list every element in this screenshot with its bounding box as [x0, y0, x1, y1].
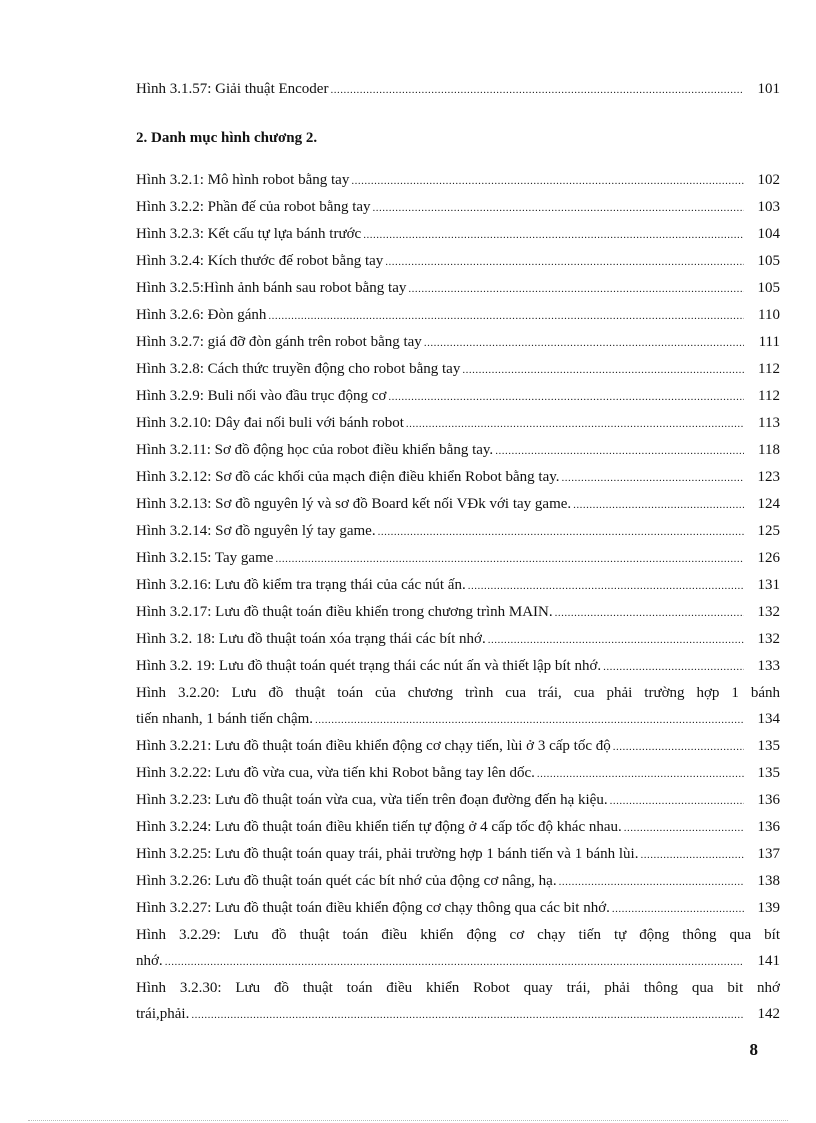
- toc-entry-label: Hình 3.2.7: giá đỡ đòn gánh trên robot bằng tay: [136, 334, 422, 350]
- toc-entry[interactable]: [136, 248, 780, 275]
- toc-entry-label: Hình 3.1.57: Giải thuật Encoder: [136, 81, 329, 97]
- toc-entry-label: Hình 3.2. 19: Lưu đồ thuật toán quét trạng thái các nút ấn và thiết lập bít nhớ.: [136, 658, 602, 674]
- toc-entry-page: 123: [757, 469, 780, 485]
- toc-entry-page: 112: [758, 388, 780, 404]
- dot-leader: [275, 546, 744, 572]
- toc-entry-page: 125: [757, 523, 780, 539]
- toc-entry-label: Hình 3.2.30: Lưu đồ thuật toán điều khiển Robot quay trái, phải thông qua bit nhớ: [136, 980, 780, 996]
- toc-entry-page: 103: [757, 199, 780, 215]
- toc-entry-label: Hình 3.2.10: Dây đai nối buli với bánh robot: [136, 415, 404, 431]
- dot-leader: [378, 519, 744, 545]
- toc-entry[interactable]: [136, 302, 780, 329]
- toc-entry-label: Hình 3.2.3: Kết cấu tự lựa bánh trước: [136, 226, 362, 242]
- toc-entry[interactable]: [136, 329, 780, 356]
- toc-entry[interactable]: [136, 572, 780, 599]
- toc-entry[interactable]: [136, 383, 780, 410]
- toc-entry[interactable]: [136, 599, 780, 626]
- dot-leader: [406, 411, 744, 437]
- toc-entry[interactable]: [136, 760, 780, 787]
- toc-entry-label-cont: nhớ.: [136, 953, 163, 969]
- dot-leader: [268, 303, 744, 329]
- list-of-figures: [136, 76, 780, 1028]
- toc-entry-label: Hình 3.2.5:Hình ảnh bánh sau robot bằng tay: [136, 280, 407, 296]
- toc-entry[interactable]: [136, 518, 780, 545]
- dot-leader: [573, 492, 744, 518]
- toc-entry-page: 139: [757, 900, 780, 916]
- toc-entry-page: 132: [757, 631, 780, 647]
- toc-entry-page: 102: [757, 172, 780, 188]
- toc-entry[interactable]: [136, 922, 780, 975]
- toc-entry[interactable]: [136, 275, 780, 302]
- toc-entry-page: 135: [757, 738, 780, 754]
- dot-leader: [613, 734, 744, 760]
- entries-list: [136, 167, 780, 1028]
- toc-entry-label: Hình 3.2.23: Lưu đồ thuật toán vừa cua, vừa tiến trên đoạn đường đến hạ kiệu.: [136, 792, 608, 808]
- toc-entry-page: 141: [757, 953, 780, 969]
- dot-leader: [562, 465, 744, 491]
- toc-entry-label: Hình 3.2.8: Cách thức truyền động cho robot bằng tay: [136, 361, 461, 377]
- dot-leader: [537, 761, 744, 787]
- dot-leader: [351, 168, 744, 194]
- dot-leader: [165, 949, 744, 975]
- toc-entry-label: Hình 3.2.15: Tay game: [136, 550, 274, 566]
- toc-entry-label: Hình 3.2.22: Lưu đồ vừa cua, vừa tiến khi Robot bằng tay lên dốc.: [136, 765, 535, 781]
- toc-entry-page: 105: [757, 253, 780, 269]
- toc-entry[interactable]: [136, 787, 780, 814]
- toc-entry[interactable]: [136, 410, 780, 437]
- dot-leader: [388, 384, 744, 410]
- toc-entry[interactable]: [136, 975, 780, 1028]
- toc-entry-label: Hình 3.2.14: Sơ đồ nguyên lý tay game.: [136, 523, 376, 539]
- toc-entry-label: Hình 3.2.6: Đòn gánh: [136, 307, 267, 323]
- toc-entry-label: Hình 3.2.9: Buli nối vào đầu trục động cơ: [136, 388, 387, 404]
- toc-entry-label: Hình 3.2.11: Sơ đồ động học của robot điều khiển bằng tay.: [136, 442, 494, 458]
- toc-entry-page: 126: [757, 550, 780, 566]
- toc-entry-label: Hình 3.2.16: Lưu đồ kiểm tra trạng thái của các nút ấn.: [136, 577, 466, 593]
- toc-entry[interactable]: [136, 491, 780, 518]
- dot-leader: [603, 654, 744, 680]
- toc-entry[interactable]: [136, 653, 780, 680]
- toc-entry[interactable]: [136, 221, 780, 248]
- toc-entry-label: Hình 3.2.17: Lưu đồ thuật toán điều khiển trong chương trình MAIN.: [136, 604, 553, 620]
- toc-entry-page: 111: [758, 334, 780, 350]
- toc-entry[interactable]: [136, 76, 780, 103]
- toc-entry[interactable]: [136, 868, 780, 895]
- dot-leader: [462, 357, 744, 383]
- toc-entry-page: 135: [757, 765, 780, 781]
- dot-leader: [191, 1002, 744, 1028]
- toc-entry-page: 136: [757, 792, 780, 808]
- toc-entry-page: 133: [757, 658, 780, 674]
- toc-entry-page: 132: [757, 604, 780, 620]
- toc-entry-page: 101: [757, 81, 780, 97]
- toc-entry-label: Hình 3.2.13: Sơ đồ nguyên lý và sơ đồ Board kết nối VĐk với tay game.: [136, 496, 572, 512]
- dot-leader: [488, 627, 744, 653]
- toc-entry-label: Hình 3.2.25: Lưu đồ thuật toán quay trái, phải trường hợp 1 bánh tiến và 1 bánh lùi.: [136, 846, 639, 862]
- section-title: 2. Danh mục hình chương 2.: [136, 130, 318, 146]
- toc-entry[interactable]: [136, 733, 780, 760]
- toc-entry-label: Hình 3.2.20: Lưu đồ thuật toán của chương trình cua trái, cua phải trường hợp 1 bánh: [136, 685, 780, 701]
- toc-entry-page: 104: [757, 226, 780, 242]
- toc-entry[interactable]: [136, 895, 780, 922]
- toc-entry-label: Hình 3.2.21: Lưu đồ thuật toán điều khiển động cơ chạy tiến, lùi ở 3 cấp tốc độ: [136, 738, 611, 754]
- toc-entry-label-cont: trái,phải.: [136, 1006, 190, 1022]
- toc-entry-label: Hình 3.2.12: Sơ đồ các khối của mạch điện điều khiển Robot bằng tay.: [136, 469, 560, 485]
- dot-leader: [363, 222, 744, 248]
- toc-entry[interactable]: [136, 680, 780, 733]
- dot-leader: [408, 276, 744, 302]
- toc-entry-label: Hình 3.2.1: Mô hình robot bằng tay: [136, 172, 350, 188]
- toc-entry-page: 105: [757, 280, 780, 296]
- footer-divider: [28, 1120, 788, 1121]
- toc-entry-page: 110: [758, 307, 780, 323]
- toc-entry-page: 124: [757, 496, 780, 512]
- dot-leader: [315, 707, 744, 733]
- dot-leader: [330, 77, 744, 103]
- toc-entry-page: 136: [757, 819, 780, 835]
- toc-entry-label: Hình 3.2.4: Kích thước đế robot bằng tay: [136, 253, 384, 269]
- toc-entry-page: 134: [757, 711, 780, 727]
- toc-entry-page: 118: [758, 442, 780, 458]
- toc-entry-label: Hình 3.2.2: Phần đế của robot bằng tay: [136, 199, 371, 215]
- toc-entry[interactable]: [136, 464, 780, 491]
- toc-entry-page: 112: [758, 361, 780, 377]
- dot-leader: [468, 573, 744, 599]
- toc-entry-page: 137: [757, 846, 780, 862]
- dot-leader: [640, 842, 744, 868]
- dot-leader: [373, 195, 744, 221]
- toc-entry-page: 142: [757, 1006, 780, 1022]
- dot-leader: [385, 249, 744, 275]
- dot-leader: [610, 788, 744, 814]
- toc-entry-label: Hình 3.2.29: Lưu đồ thuật toán điều khiển động cơ chạy tiến tự động thông qua bít: [136, 927, 780, 943]
- dot-leader: [555, 600, 744, 626]
- toc-entry[interactable]: [136, 626, 780, 653]
- toc-entry-page: 131: [757, 577, 780, 593]
- page-number: 8: [749, 1040, 758, 1059]
- toc-entry-page: 138: [757, 873, 780, 889]
- toc-entry-page: 113: [758, 415, 780, 431]
- dot-leader: [624, 815, 744, 841]
- toc-entry[interactable]: [136, 841, 780, 868]
- toc-entry[interactable]: [136, 437, 780, 464]
- dot-leader: [559, 869, 744, 895]
- dot-leader: [612, 896, 744, 922]
- toc-entry-label: Hình 3.2.27: Lưu đồ thuật toán điều khiển động cơ chạy thông qua các bit nhớ.: [136, 900, 610, 916]
- toc-entry[interactable]: [136, 356, 780, 383]
- toc-entry-label: Hình 3.2.26: Lưu đồ thuật toán quét các bít nhớ của động cơ nâng, hạ.: [136, 873, 557, 889]
- toc-entry-label-cont: tiến nhanh, 1 bánh tiến chậm.: [136, 711, 314, 727]
- dot-leader: [495, 438, 744, 464]
- toc-entry[interactable]: [136, 545, 780, 572]
- dot-leader: [424, 330, 744, 356]
- toc-entry-label: Hình 3.2. 18: Lưu đồ thuật toán xóa trạng thái các bít nhớ.: [136, 631, 486, 647]
- toc-entry[interactable]: [136, 167, 780, 194]
- toc-entry-label: Hình 3.2.24: Lưu đồ thuật toán điều khiển tiến tự động ở 4 cấp tốc độ khác nhau.: [136, 819, 622, 835]
- toc-entry[interactable]: [136, 194, 780, 221]
- toc-entry[interactable]: [136, 814, 780, 841]
